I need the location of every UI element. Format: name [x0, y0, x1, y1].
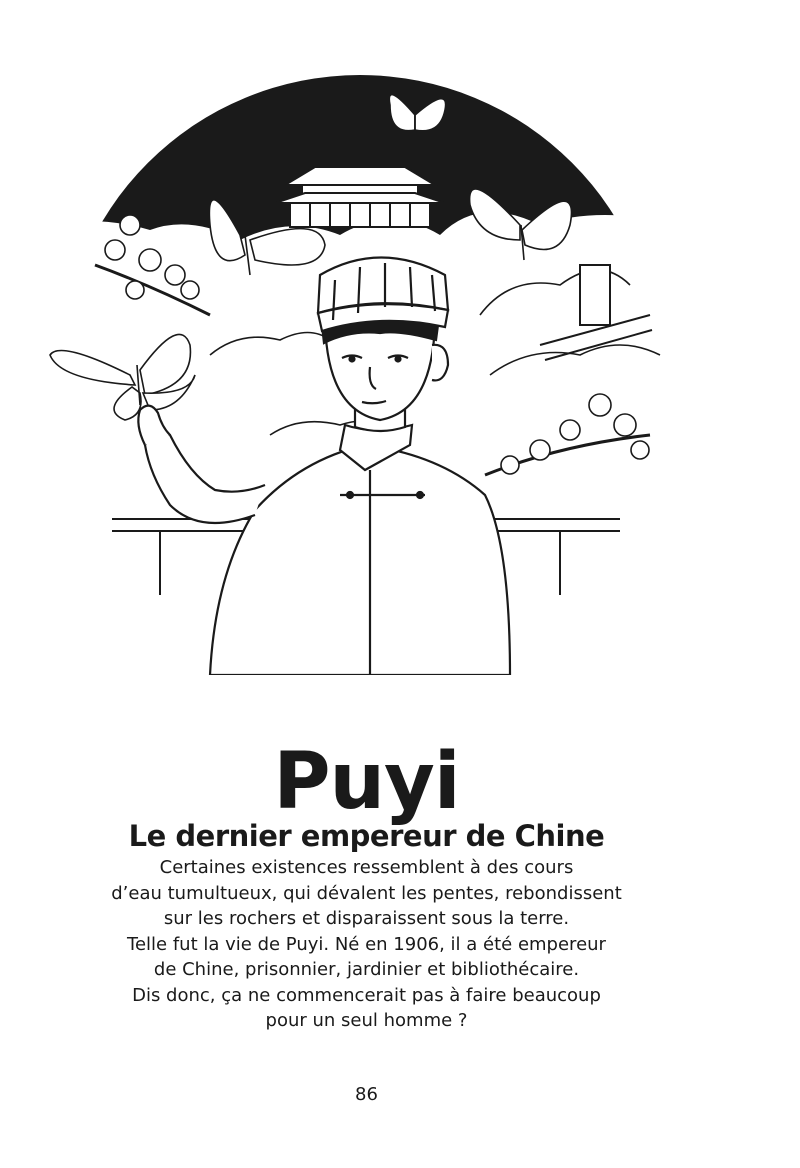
illustration-svg [40, 75, 680, 675]
paragraph-line: Telle fut la vie de Puyi. Né en 1906, il a été empereur [127, 933, 606, 955]
puyi-portrait-illustration [40, 75, 680, 675]
butterfly-icon [50, 334, 195, 420]
boy-figure [138, 258, 510, 676]
paragraph-line: pour un seul homme ? [265, 1010, 468, 1031]
page-title: Puyi [273, 737, 460, 828]
page-subtitle: Le dernier empereur de Chine [128, 819, 605, 854]
paragraph-line: Dis donc, ça ne commencerait pas à faire beaucoup [132, 984, 601, 1006]
palace-icon [275, 167, 445, 227]
paragraph-line: de Chine, prisonnier, jardinier et bibliothécaire. [153, 959, 580, 980]
blossom-branch-left [95, 215, 210, 315]
intro-paragraph [70, 855, 663, 1034]
paragraph-line: sur les rochers et disparaissent sous la terre. [163, 908, 570, 929]
paragraph-line: Certaines existences ressemblent à des cours [159, 857, 574, 878]
paragraph-line: d’eau tumultueux, qui dévalent les pentes, rebondissent [111, 882, 622, 904]
blossom-branch-right [485, 394, 650, 475]
page-number: 86 [355, 1084, 378, 1105]
